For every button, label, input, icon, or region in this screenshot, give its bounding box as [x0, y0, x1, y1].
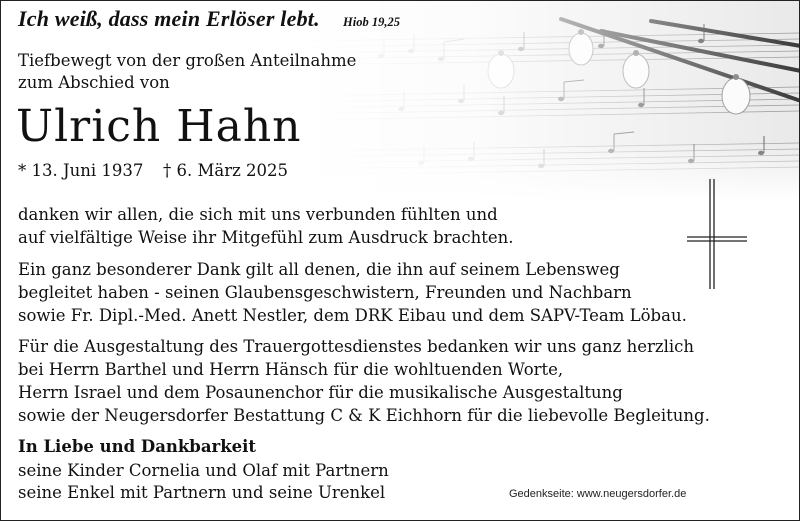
- thanks-paragraph-2: [18, 258, 687, 327]
- closing-heading: In Liebe und Dankbarkeit: [18, 437, 257, 456]
- cross-icon: [687, 179, 747, 289]
- text-line: danken wir allen, die sich mit uns verbunden fühlten und: [18, 205, 498, 224]
- mourners-line: seine Kinder Cornelia und Olaf mit Partnern: [18, 461, 389, 480]
- mourners-line: seine Enkel mit Partnern und seine Urenkel: [18, 483, 386, 502]
- text-line: bei Herrn Barthel und Herrn Hänsch für die wohltuenden Worte,: [18, 360, 564, 379]
- intro-line: Tiefbewegt von der großen Anteilnahme: [18, 51, 357, 70]
- text-line: sowie Fr. Dipl.-Med. Anett Nestler, dem DRK Eibau und dem SAPV-Team Löbau.: [18, 306, 687, 325]
- birth-date: * 13. Juni 1937: [18, 161, 144, 180]
- intro-line: zum Abschied von: [18, 73, 170, 92]
- text-line: Herrn Israel und dem Posaunenchor für die musikalische Ausgestaltung: [18, 383, 623, 402]
- memorial-website-link[interactable]: Gedenkseite: www.neugersdorfer.de: [509, 488, 687, 500]
- deceased-name: Ulrich Hahn: [16, 101, 302, 152]
- text-line: sowie der Neugersdorfer Bestattung C & K Eichhorn für die liebevolle Begleitung.: [18, 406, 710, 425]
- death-date: † 6. März 2025: [163, 161, 289, 180]
- thanks-paragraph-1: [18, 203, 514, 249]
- text-line: begleitet haben - seinen Glaubensgeschwistern, Freunden und Nachbarn: [18, 283, 632, 302]
- text-line: auf vielfältige Weise ihr Mitgefühl zum Ausdruck brachten.: [18, 228, 514, 247]
- mourners-list: [18, 460, 389, 504]
- text-line: Ein ganz besonderer Dank gilt all denen, die ihn auf seinem Lebensweg: [18, 260, 620, 279]
- bible-verse-reference: Hiob 19,25: [343, 15, 400, 29]
- bible-motto: Ich weiß, dass mein Erlöser lebt.: [18, 6, 320, 31]
- text-line: Für die Ausgestaltung des Trauergottesdienstes bedanken wir uns ganz herzlich: [18, 337, 694, 356]
- intro-text: [18, 50, 356, 94]
- thanks-paragraph-3: [18, 335, 710, 427]
